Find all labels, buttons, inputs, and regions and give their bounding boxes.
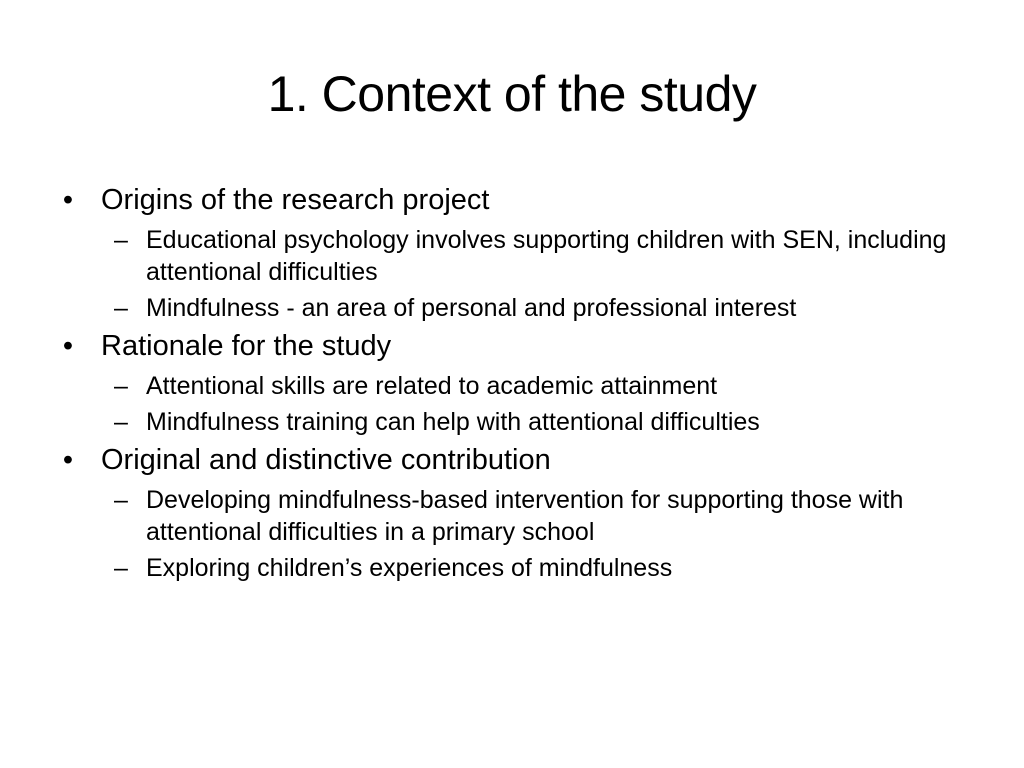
sub-bullet-item — [58, 406, 976, 438]
dash-icon: – — [114, 294, 128, 322]
sub-bullet-text: Developing mindfulness-based intervention for supporting those with attentional difficulties in a primary school — [146, 486, 904, 546]
bullet-item — [58, 440, 978, 480]
sub-bullet-item — [58, 370, 976, 402]
dash-icon: – — [114, 372, 128, 400]
sub-bullet-item — [58, 552, 976, 584]
bullet-item — [58, 326, 978, 366]
sub-bullet-text: Educational psychology involves supporting children with SEN, including attentional difficulties — [146, 226, 947, 286]
dash-icon: – — [114, 408, 128, 436]
sub-bullet-item — [58, 484, 976, 548]
bullet-icon: • — [62, 444, 74, 476]
dash-icon: – — [114, 486, 128, 514]
bullet-icon: • — [62, 330, 74, 362]
sub-bullet-text: Exploring children’s experiences of mindfulness — [146, 554, 673, 582]
bullet-item — [58, 180, 978, 220]
bullet-text: Original and distinctive contribution — [101, 444, 551, 476]
sub-bullet-text: Mindfulness training can help with attentional difficulties — [146, 408, 760, 436]
dash-icon: – — [114, 554, 128, 582]
bullet-text: Rationale for the study — [101, 330, 392, 362]
slide-content — [58, 180, 978, 584]
slide-title: 1. Context of the study — [267, 66, 757, 122]
sub-bullet-item — [58, 292, 976, 324]
sub-bullet-text: Attentional skills are related to academic attainment — [146, 372, 718, 400]
bullet-icon: • — [62, 184, 74, 216]
dash-icon: – — [114, 226, 128, 254]
bullet-text: Origins of the research project — [101, 184, 490, 216]
sub-bullet-text: Mindfulness - an area of personal and professional interest — [146, 294, 797, 322]
sub-bullet-item — [58, 224, 976, 288]
